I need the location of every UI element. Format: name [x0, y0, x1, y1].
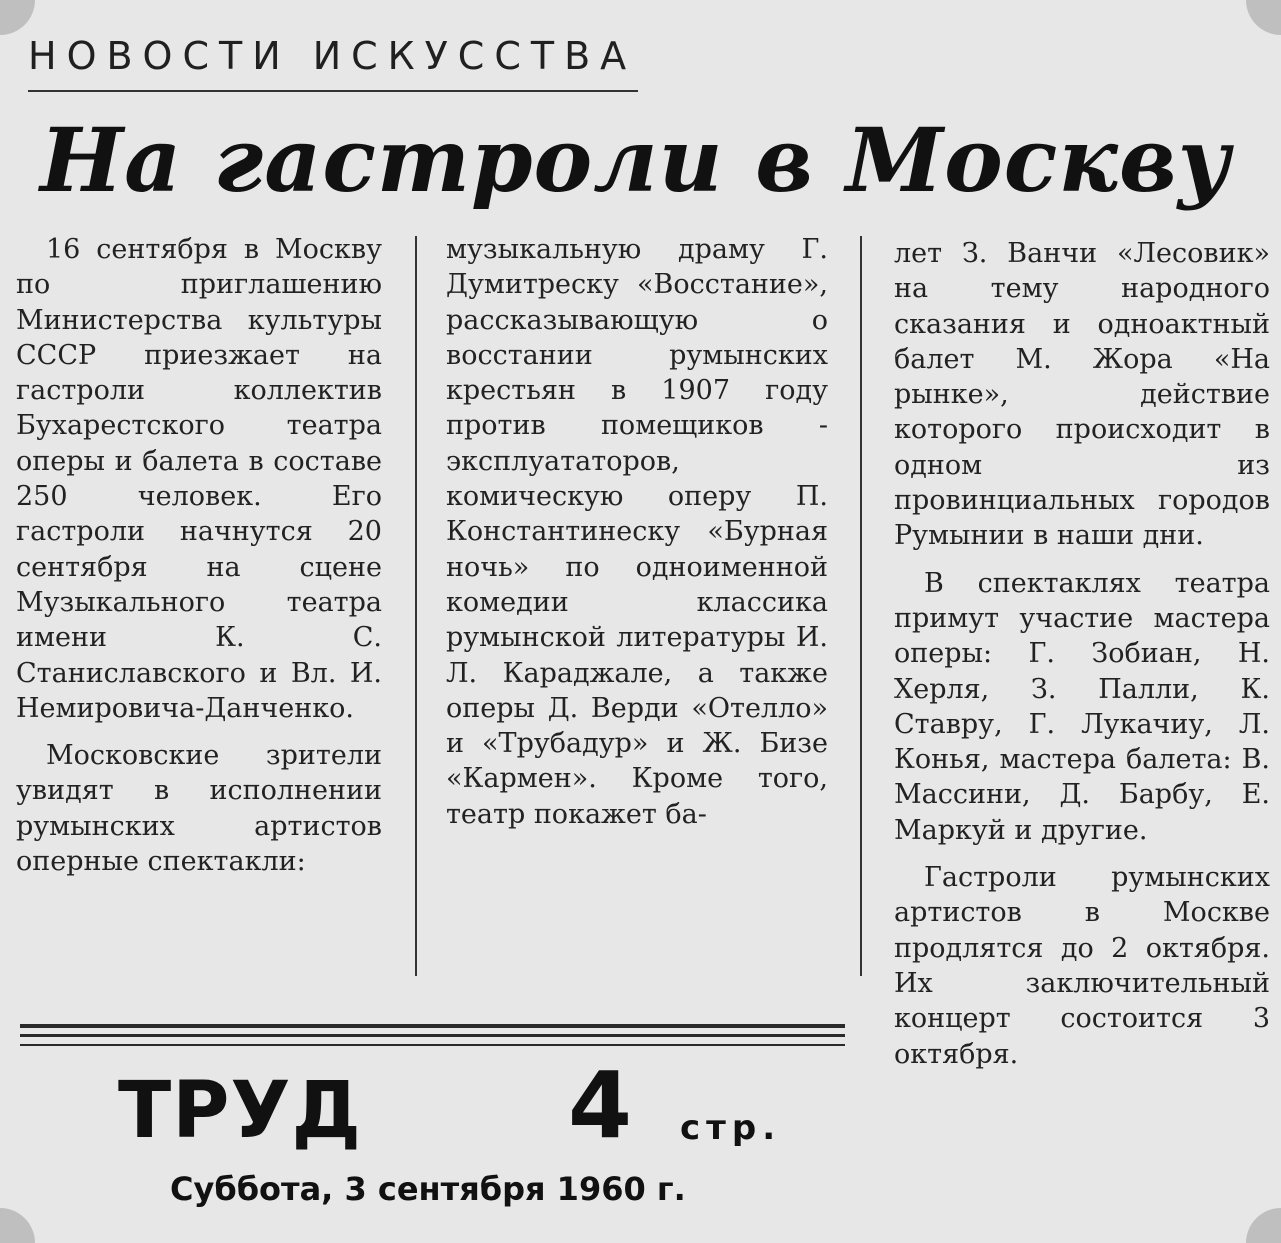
article-paragraph: 16 сентября в Москву по приглашению Министерства культуры СССР приезжает на гастроли коллектив Бухарестского театра оперы и балета в составе 250 человек. Его гастроли начнутся 20 сентября на сцене Музыкального театра имени К. С. Станиславского и Вл. И. Немировича-Данченко.: [16, 234, 382, 724]
article-column-1: [16, 232, 382, 972]
section-header: [28, 30, 638, 92]
article-column-3: [894, 236, 1270, 1226]
article-paragraph: музыкальную драму Г. Думитреску «Восстание», рассказывающую о восстании румынских крестьян в 1907 году против помещиков - эксплуататоров, комическую оперу П. Константинеску «Бурная ночь» по одноименной комедии классика румынской литературы И. Л. Караджале, а также оперы Д. Верди «Отелло» и «Трубадур» и Ж. Бизе «Кармен». Кроме того, театр покажет ба-: [446, 234, 828, 830]
page-suffix: стр.: [680, 1108, 782, 1148]
column-divider: [860, 236, 862, 976]
article-paragraph: Московские зрители увидят в исполнении румынских артистов оперные спектакли:: [16, 740, 382, 878]
corner-top-right: [1246, 0, 1281, 35]
headline: На гастроли в Москву: [40, 108, 1232, 212]
decorative-rule: [20, 1034, 845, 1037]
page-number: 4: [568, 1052, 633, 1159]
article-paragraph: лет З. Ванчи «Лесовик» на тему народного сказания и одноактный балет М. Жора «На рынке», действие которого происходит в одном из провинциальных городов Румынии в наши дни.: [894, 238, 1270, 552]
issue-date: Суббота, 3 сентября 1960 г.: [170, 1170, 686, 1208]
article-column-2: [446, 232, 828, 992]
article-paragraph: В спектаклях театра примут участие мастера оперы: Г. Зобиан, Н. Херля, З. Палли, К. Ставру, Г. Лукачиу, Л. Конья, мастера балета: В. Массини, Д. Барбу, Е. Маркуй и другие.: [894, 567, 1270, 846]
newspaper-masthead: [20, 1010, 855, 1220]
decorative-rule: [20, 1024, 845, 1028]
section-header-text: НОВОСТИ ИСКУССТВА: [28, 34, 637, 78]
article-paragraph: Гастроли румынских артистов в Москве продлятся до 2 октября. Их заключительный концерт состоится 3 октября.: [894, 862, 1270, 1070]
decorative-rule: [20, 1044, 845, 1046]
newspaper-name: ТРУД: [118, 1066, 362, 1156]
column-divider: [415, 236, 417, 976]
